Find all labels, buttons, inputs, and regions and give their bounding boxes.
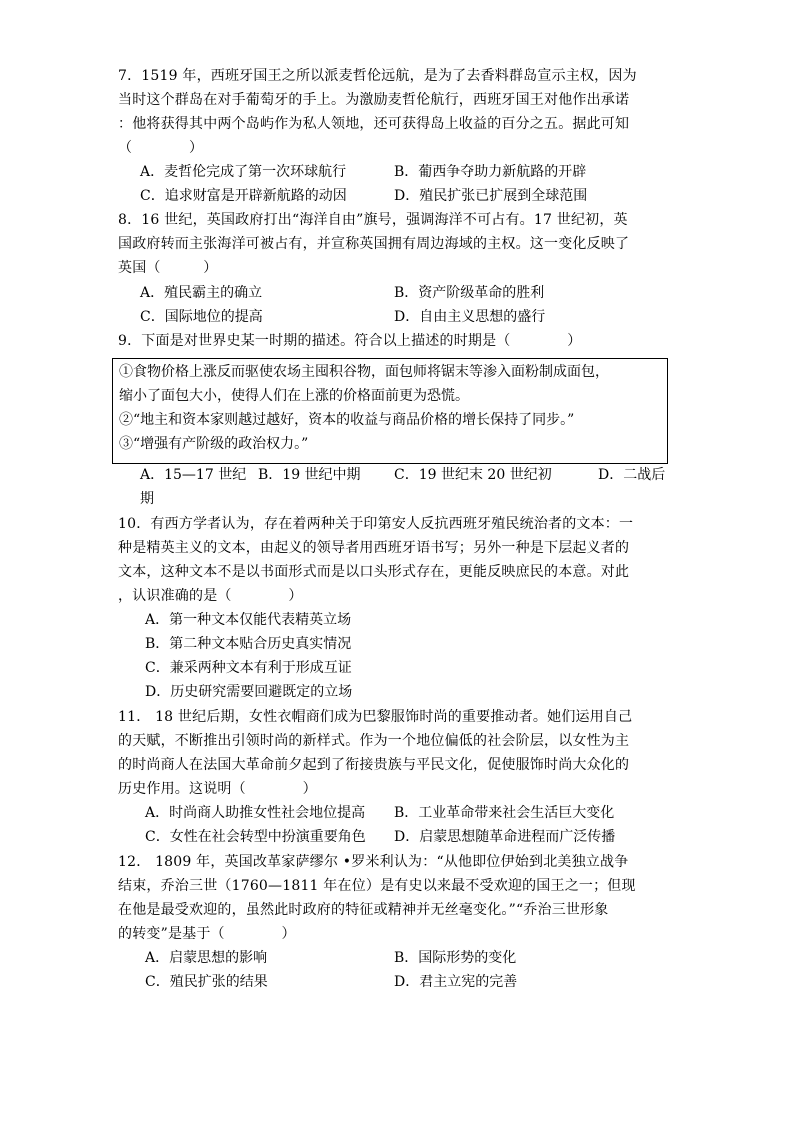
q11-option-a[interactable]: A．时尚商人助推女性社会地位提高 <box>145 805 366 821</box>
q8-option-c[interactable]: C．国际地位的提高 <box>140 309 263 325</box>
q9-stem-line-1: 9．下面是对世界史某一时期的描述。符合以上描述的时期是（ ） <box>118 333 582 349</box>
q11-stem-line-4: 历史作用。这说明（ ） <box>118 781 317 797</box>
q9-option-c[interactable]: C．19 世纪末 20 世纪初 <box>394 467 552 483</box>
q8-option-d[interactable]: D．自由主义思想的盛行 <box>394 309 546 325</box>
q11-stem-line-1: 11． 18 世纪后期，女性衣帽商们成为巴黎服饰时尚的重要推动者。她们运用自己 <box>118 709 633 725</box>
q11-stem-line-3: 的时尚商人在法国大革命前夕起到了衔接贵族与平民文化，促使服饰时尚大众化的 <box>118 757 630 773</box>
q7-option-c[interactable]: C．追求财富是开辟新航路的动因 <box>140 188 347 204</box>
q10-stem-line-4: ，认识准确的是（ ） <box>118 588 303 604</box>
q9-source-line-2: 缩小了面包大小，使得人们在上涨的价格面前更为恐慌。 <box>119 388 469 404</box>
q10-stem-line-3: 文本，这种文本不是以书面形式而是以口头形式存在，更能反映庶民的本意。对此 <box>118 564 630 580</box>
q9-source-box <box>112 358 668 464</box>
q10-option-a[interactable]: A．第一种文本仅能代表精英立场 <box>145 612 352 628</box>
q7-option-b[interactable]: B．葡西争夺助力新航路的开辟 <box>394 164 587 180</box>
q10-option-c[interactable]: C．兼采两种文本有利于形成互证 <box>145 660 352 676</box>
q9-option-d-continued: 期 <box>140 491 154 507</box>
q10-stem-line-2: 种是精英主义的文本，由起义的领导者用西班牙语书写；另外一种是下层起义者的 <box>118 540 630 556</box>
q12-option-d[interactable]: D．君主立宪的完善 <box>394 974 518 990</box>
q7-option-a[interactable]: A．麦哲伦完成了第一次环球航行 <box>140 164 347 180</box>
q7-stem-line-3: ：他将获得其中两个岛屿作为私人领地，还可获得岛上收益的百分之五。据此可知 <box>118 116 630 132</box>
q12-stem-line-3: 在他是最受欢迎的，虽然此时政府的特征或精神并无丝毫变化。”“乔治三世形象 <box>118 902 609 918</box>
q11-option-d[interactable]: D．启蒙思想随革命进程而广泛传播 <box>394 829 616 845</box>
q7-option-d[interactable]: D．殖民扩张已扩展到全球范围 <box>394 188 588 204</box>
q9-source-line-1: ①食物价格上涨反而驱使农场主囤积谷物，面包师将锯末等渗入面粉制成面包， <box>119 364 609 380</box>
q7-stem-line-4: （ ） <box>118 140 204 156</box>
q9-option-d[interactable]: D．二战后 <box>598 467 666 483</box>
q12-option-b[interactable]: B．国际形势的变化 <box>394 950 517 966</box>
q8-option-a[interactable]: A．殖民霸主的确立 <box>140 285 263 301</box>
q8-stem-line-1: 8．16 世纪，英国政府打出“海洋自由”旗号，强调海洋不可占有。17 世纪初，英 <box>118 212 628 228</box>
q7-stem-line-1: 7．1519 年，西班牙国王之所以派麦哲伦远航，是为了去香料群岛宣示主权，因为 <box>118 68 637 84</box>
q12-option-a[interactable]: A．启蒙思想的影响 <box>145 950 268 966</box>
q9-option-b[interactable]: B．19 世纪中期 <box>258 467 361 483</box>
q11-option-c[interactable]: C．女性在社会转型中扮演重要角色 <box>145 829 366 845</box>
q8-stem-line-2: 国政府转而主张海洋可被占有，并宣称英国拥有周边海域的主权。这一变化反映了 <box>118 236 630 252</box>
q12-stem-line-4: 的转变”是基于（ ） <box>118 926 296 942</box>
q12-stem-line-2: 结束，乔治三世（1760—1811 年在位）是有史以来最不受欢迎的国王之一；但现 <box>118 878 636 894</box>
q9-option-a[interactable]: A．15—17 世纪 <box>140 467 247 483</box>
q10-option-d[interactable]: D．历史研究需要回避既定的立场 <box>145 684 353 700</box>
q12-option-c[interactable]: C．殖民扩张的结果 <box>145 974 268 990</box>
q10-option-b[interactable]: B．第二种文本贴合历史真实情况 <box>145 636 352 652</box>
q12-stem-line-1: 12． 1809 年，英国改革家萨缪尔 •罗米利认为：“从他即位伊始到北美独立战争 <box>118 854 629 870</box>
q10-stem-line-1: 10．有西方学者认为，存在着两种关于印第安人反抗西班牙殖民统治者的文本：一 <box>118 516 634 532</box>
q8-stem-line-3: 英国（ ） <box>118 260 218 276</box>
q11-option-b[interactable]: B．工业革命带来社会生活巨大变化 <box>394 805 615 821</box>
q8-option-b[interactable]: B．资产阶级革命的胜利 <box>394 285 545 301</box>
q7-stem-line-2: 当时这个群岛在对手葡萄牙的手上。为激励麦哲伦航行，西班牙国王对他作出承诺 <box>118 92 630 108</box>
q11-stem-line-2: 的天赋，不断推出引领时尚的新样式。作为一个地位偏低的社会阶层，以女性为主 <box>118 733 630 749</box>
q9-source-line-4: ③“增强有产阶级的政治权力。” <box>119 436 309 452</box>
q9-source-line-3: ②“地主和资本家则越过越好，资本的收益与商品价格的增长保持了同步。” <box>119 412 575 428</box>
